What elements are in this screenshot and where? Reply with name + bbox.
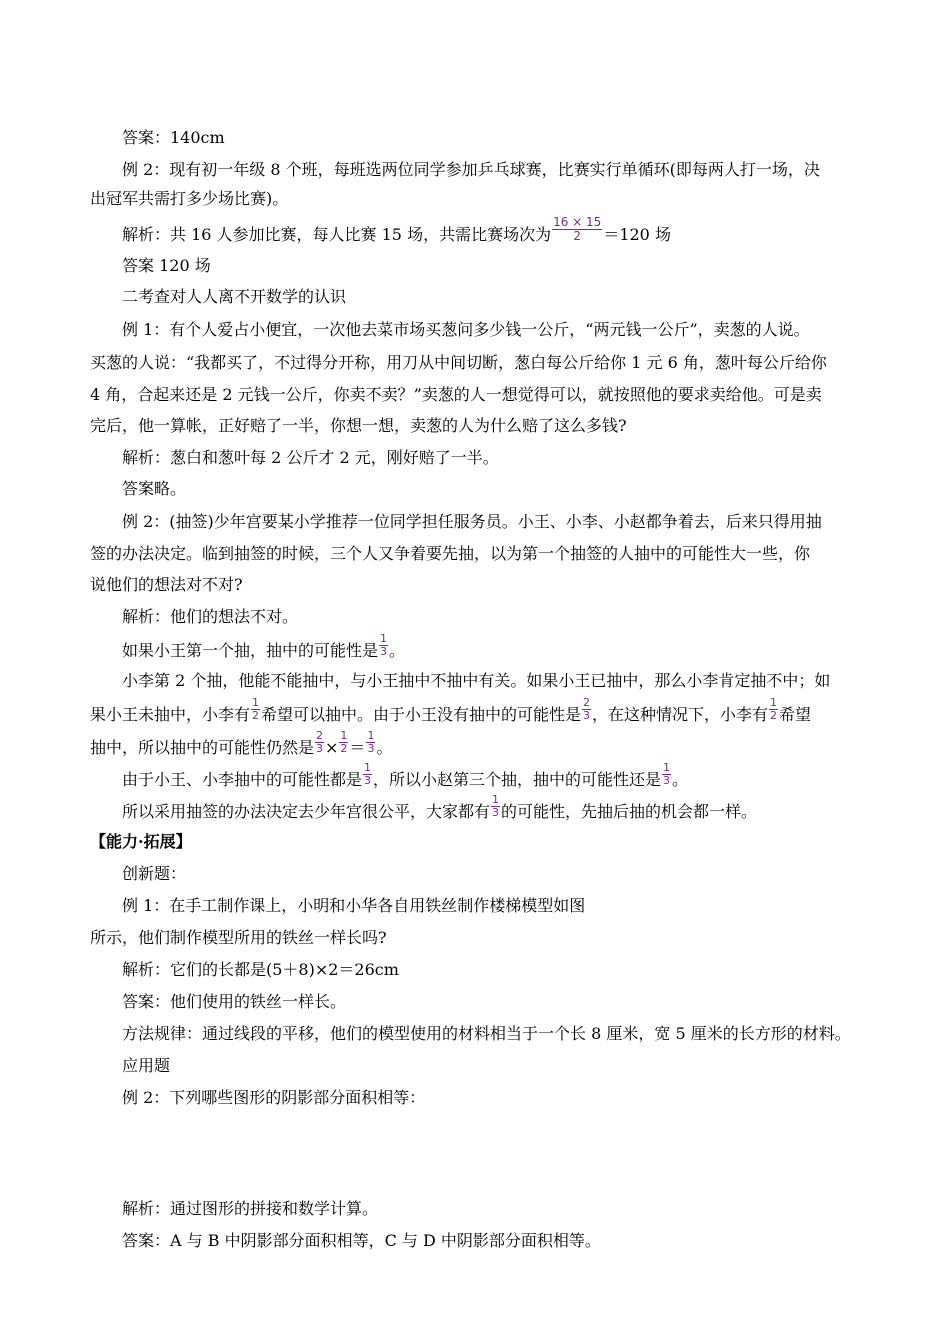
analysis-draw-line: 解析：他们的想法不对。	[122, 607, 299, 626]
probability-line-4: 抽中，所以抽中的可能性仍然是 $\frac{2}{3}$ × $\frac{1}{2}$ ＝ $\frac{1}{3}$ 。	[90, 729, 393, 757]
probability-line-3: 果小王未抽中，小李有 $\frac{1}{2}$ 希望可以抽中。由于小王没有抽中的可能性是 $\frac{2}{3}$ ，在这种情况下，小李有 $\frac{1}{2}$ 希望	[90, 696, 812, 724]
fraction-one-third: $\frac{1}{3}$	[367, 729, 375, 755]
answer-line: 答案：140cm	[122, 128, 225, 147]
analysis-onion-line: 解析：葱白和葱叶每 2 公斤才 2 元，刚好赔了一半。	[122, 448, 499, 467]
example-2-line-1: 例 2：现有初一年级 8 个班，每班选两位同学参加乒乓球赛，比赛实行单循环(即每两人打一场，决	[122, 160, 820, 179]
example-1-line-1: 例 1：有个人爱占小便宜，一次他去菜市场买葱问多少钱一公斤，“两元钱一公斤”，卖葱的人说。	[122, 320, 810, 339]
answer-omitted-line: 答案略。	[122, 479, 187, 498]
fraction-one-third: $\frac{1}{3}$	[364, 761, 372, 787]
innovation-heading: 创新题：	[122, 864, 187, 883]
application-heading: 应用题	[122, 1056, 171, 1075]
stairs-example-line-2: 所示，他们制作模型所用的铁丝一样长吗?	[90, 928, 387, 947]
fraction-one-third: $\frac{1}{3}$	[663, 761, 671, 787]
fraction-one-third: $\frac{1}{3}$	[380, 632, 388, 658]
stairs-analysis-line: 解析：它们的长都是(5＋8)×2＝26cm	[122, 960, 399, 979]
example-2-draw-line-2: 签的办法决定。临到抽签的时候，三个人又争着要先抽，以为第一个抽签的人抽中的可能性大一些，你	[90, 544, 811, 563]
stairs-answer-line: 答案：他们使用的铁丝一样长。	[122, 992, 347, 1011]
stairs-example-line-1: 例 1：在手工制作课上，小明和小华各自用铁丝制作楼梯模型如图	[122, 896, 586, 915]
analysis-line: 解析：共 16 人参加比赛，每人比赛 15 场，共需比赛场次为 $\frac{16 \times 15}{2}$ ＝120 场	[122, 215, 671, 244]
fraction-two-thirds: $\frac{2}{3}$	[316, 729, 324, 755]
fraction-16x15-over-2: $\frac{16 \times 15}{2}$	[553, 215, 602, 243]
fraction-one-half: $\frac{1}{2}$	[770, 696, 778, 722]
answer-120-line: 答案 120 场	[122, 256, 211, 275]
shaded-area-analysis: 解析：通过图形的拼接和数学计算。	[122, 1199, 379, 1218]
fraction-one-half: $\frac{1}{2}$	[340, 729, 348, 755]
example-2-draw-line-3: 说他们的想法对不对?	[90, 575, 243, 594]
example-1-line-2: 买葱的人说：“我都买了，不过得分开称，用刀从中间切断，葱白每公斤给你 1 元 6 角，葱叶每公斤给你	[90, 353, 827, 372]
shaded-area-question: 例 2：下列哪些图形的阴影部分面积相等：	[122, 1088, 426, 1107]
example-2-draw-line-1: 例 2：(抽签)少年宫要某小学推荐一位同学担任服务员。小王、小李、小赵都争着去，后来只得用抽	[122, 512, 822, 531]
section-heading: 二考查对人人离不开数学的认识	[122, 287, 347, 306]
example-1-line-4: 完后，他一算帐，正好赔了一半，你想一想，卖葱的人为什么赔了这么多钱?	[90, 416, 627, 435]
fraction-one-half: $\frac{1}{2}$	[252, 696, 260, 722]
probability-line-6: 所以采用抽签的办法决定去少年宫很公平，大家都有 $\frac{1}{3}$ 的可能性，先抽后抽的机会都一样。	[122, 793, 758, 821]
probability-line-1: 如果小王第一个抽，抽中的可能性是 $\frac{1}{3}$ 。	[122, 632, 406, 660]
example-1-line-3: 4 角，合起来还是 2 元钱一公斤，你卖不卖？”卖葱的人一想觉得可以，就按照他的要求卖给他。可是卖	[90, 385, 822, 404]
probability-line-5: 由于小王、小李抽中的可能性都是 $\frac{1}{3}$ ，所以小赵第三个抽，抽中的可能性还是 $\frac{1}{3}$ 。	[122, 761, 689, 789]
method-rule-line: 方法规律：通过线段的平移，他们的模型使用的材料相当于一个长 8 厘米，宽 5 厘米的长方形的材料。	[122, 1024, 851, 1043]
probability-line-2: 小李第 2 个抽，他能不能抽中，与小王抽中不抽中有关。如果小王已抽中，那么小李肯定抽不中；如	[122, 671, 831, 690]
fraction-two-thirds: $\frac{2}{3}$	[583, 696, 591, 722]
ability-heading: 【能力·拓展】	[90, 832, 192, 851]
shaded-area-answer: 答案：A 与 B 中阴影部分面积相等，C 与 D 中阴影部分面积相等。	[122, 1231, 601, 1250]
fraction-one-third: $\frac{1}{3}$	[492, 793, 500, 819]
example-2-line-2: 出冠军共需打多少场比赛)。	[90, 189, 289, 208]
